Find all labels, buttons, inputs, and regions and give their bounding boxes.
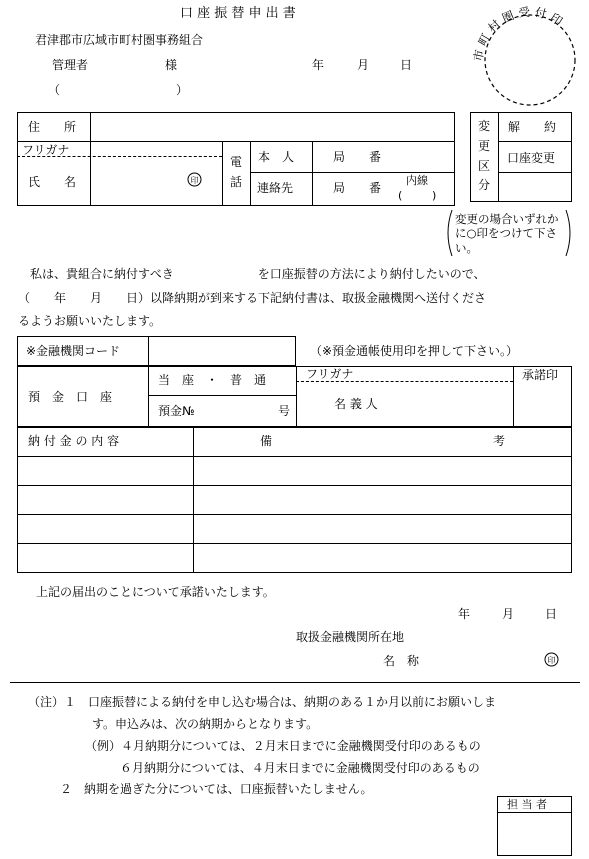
change-note: 変更の場合いずれかに○印をつけて下さい。 bbox=[455, 212, 559, 255]
remarks-header-2: 考 bbox=[493, 434, 506, 448]
payment-remarks-input-2[interactable] bbox=[195, 487, 570, 513]
bank-location-input[interactable] bbox=[410, 627, 570, 645]
consent-year-label: 年 bbox=[458, 607, 471, 621]
paren-open: （ bbox=[48, 83, 61, 97]
ext-paren-open: ( bbox=[398, 189, 403, 202]
note-2: ２ 納期を過ぎた分については、口座振替いたしません。 bbox=[60, 782, 373, 796]
paren-close: ） bbox=[176, 83, 189, 97]
consent-day-label: 日 bbox=[545, 607, 558, 621]
payment-content-input-2[interactable] bbox=[19, 487, 191, 513]
change-note-brackets bbox=[0, 0, 589, 260]
stamp-label: 市町村圏受付印 bbox=[470, 4, 569, 63]
statement-line-2: （ 年 月 日）以降納期が到来する下記納付書は、取扱金融機関へ送付くださ bbox=[18, 291, 487, 305]
bank-seal-mark: 印 bbox=[544, 652, 559, 667]
extension-label: 内線 bbox=[406, 174, 428, 187]
payment-remarks-input-3[interactable] bbox=[195, 516, 570, 542]
phone-self-exchange-label: 局 番 bbox=[333, 150, 382, 164]
staff-label: 担 当 者 bbox=[507, 798, 547, 811]
applicant-seal-mark: 印 bbox=[187, 172, 202, 187]
year-label: 年 bbox=[312, 58, 325, 72]
change-category-label: 変 更 区 分 bbox=[478, 119, 491, 193]
bank-name-input[interactable] bbox=[440, 651, 540, 669]
name-label: 氏 名 bbox=[28, 175, 77, 189]
sama-label: 様 bbox=[165, 58, 178, 72]
remarks-header-1: 備 bbox=[260, 434, 273, 448]
bank-name-label: 名 称 bbox=[383, 654, 420, 668]
day-label: 日 bbox=[400, 58, 413, 72]
account-no-input[interactable] bbox=[196, 398, 274, 424]
account-no-label: 預金№ bbox=[158, 404, 195, 418]
consent-month-label: 月 bbox=[502, 607, 515, 621]
holder-name-input[interactable] bbox=[396, 385, 510, 423]
manager-label: 管理者 bbox=[52, 58, 89, 72]
note-1-example-2: ６月納期分については、４月末日までに金融機関受付印のあるもの bbox=[120, 761, 480, 775]
payment-content-input-4[interactable] bbox=[19, 545, 191, 571]
note-1-example-1: （例）４月納期分については、２月末日までに金融機関受付印のあるもの bbox=[85, 739, 481, 753]
holder-furigana-label: フリガナ bbox=[306, 367, 354, 381]
holder-label: 名 義 人 bbox=[334, 397, 378, 411]
phone-contact-label: 連絡先 bbox=[257, 181, 294, 195]
approval-seal-label: 承諾印 bbox=[522, 368, 559, 382]
phone-label: 電 話 bbox=[230, 155, 243, 190]
account-change-option[interactable]: 口座変更 bbox=[507, 151, 556, 165]
phone-self-label: 本 人 bbox=[258, 150, 295, 164]
furigana-label: フリガナ bbox=[22, 143, 70, 157]
month-label: 月 bbox=[357, 58, 370, 72]
payment-remarks-input-1[interactable] bbox=[195, 458, 570, 484]
account-label: 預 金 口 座 bbox=[28, 390, 113, 404]
note-1-line-1: （注）１ 口座振替による納付を申し込む場合は、納期のある１か月以前にお願いしま bbox=[28, 695, 497, 709]
union-name: 君津郡市広域市町村圏事務組合 bbox=[35, 33, 204, 47]
bank-code-input[interactable] bbox=[150, 338, 294, 364]
consent-text: 上記の届出のことについて承諾いたします。 bbox=[36, 585, 275, 599]
address-label: 住 所 bbox=[28, 120, 77, 134]
ext-paren-close: ) bbox=[432, 189, 437, 202]
divider bbox=[10, 682, 580, 683]
seal-note: （※預金通帳使用印を押して下さい。） bbox=[310, 344, 519, 358]
go-label: 号 bbox=[278, 404, 291, 418]
phone-contact-exchange-label: 局 番 bbox=[333, 181, 382, 195]
statement-line-1: 私は、貴組合に納付すべき を口座振替の方法により納付したいので、 bbox=[18, 267, 486, 281]
note-1-line-2: す。申込みは、次の納期からとなります。 bbox=[92, 717, 319, 731]
statement-line-3: るようお願いいたします。 bbox=[18, 314, 162, 328]
holder-furigana-input[interactable] bbox=[360, 367, 510, 380]
account-type-options[interactable]: 当 座 ・ 普 通 bbox=[158, 373, 267, 387]
payment-content-input-3[interactable] bbox=[19, 516, 191, 542]
bank-code-label: ※金融機関コード bbox=[26, 344, 121, 358]
bank-location-label: 取扱金融機関所在地 bbox=[296, 630, 405, 644]
cancel-option[interactable]: 解 約 bbox=[508, 120, 557, 134]
page-title: 口 座 振 替 申 出 書 bbox=[180, 6, 296, 21]
payment-content-header: 納 付 金 の 内 容 bbox=[28, 434, 120, 448]
payment-content-input-1[interactable] bbox=[19, 458, 191, 484]
payment-remarks-input-4[interactable] bbox=[195, 545, 570, 571]
